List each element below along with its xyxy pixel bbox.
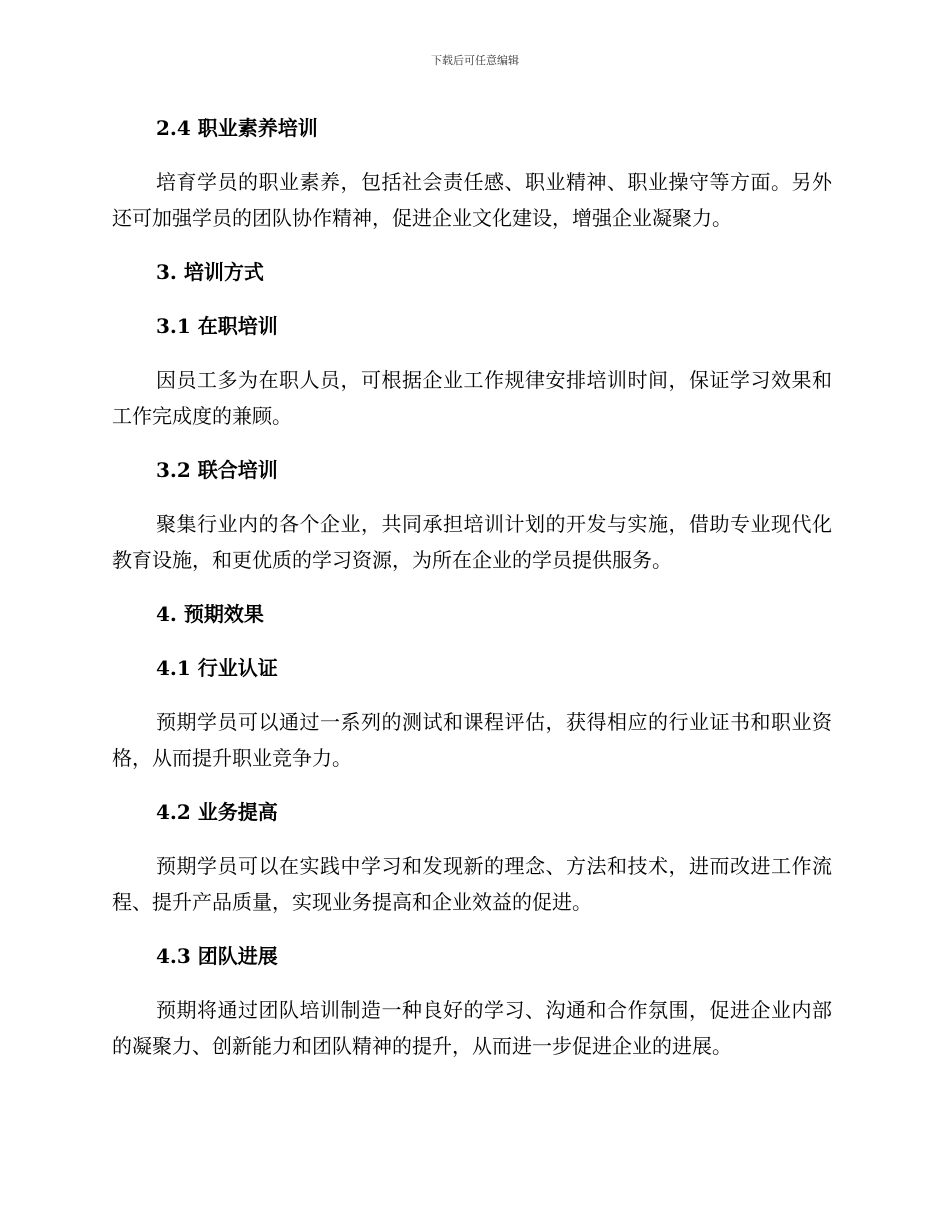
paragraph-4-3: 预期将通过团队培训制造一种良好的学习、沟通和合作氛围，促进企业内部的凝聚力、创新能力和团队精神的提升，从而进一步促进企业的进展。 <box>112 998 832 1058</box>
section-heading-4-1: 4.1 行业认证 <box>156 656 278 680</box>
paragraph-3-1: 因员工多为在职人员，可根据企业工作规律安排培训时间，保证学习效果和工作完成度的兼顾。 <box>112 368 832 428</box>
section-heading-3-1: 3.1 在职培训 <box>156 314 278 338</box>
section-heading-2-4: 2.4 职业素养培训 <box>156 116 318 140</box>
paragraph-3-2: 聚集行业内的各个企业，共同承担培训计划的开发与实施，借助专业现代化教育设施，和更优质的学习资源，为所在企业的学员提供服务。 <box>112 512 832 572</box>
page-header: 下载后可任意编辑 <box>431 54 519 67</box>
section-heading-3-2: 3.2 联合培训 <box>156 458 278 482</box>
section-heading-4: 4. 预期效果 <box>156 602 264 626</box>
paragraph-4-1: 预期学员可以通过一系列的测试和课程评估，获得相应的行业证书和职业资格，从而提升职业竞争力。 <box>112 710 832 770</box>
paragraph-2-4: 培育学员的职业素养，包括社会责任感、职业精神、职业操守等方面。另外还可加强学员的团队协作精神，促进企业文化建设，增强企业凝聚力。 <box>112 170 832 230</box>
document-body <box>112 110 832 1082</box>
section-heading-4-2: 4.2 业务提高 <box>156 800 278 824</box>
section-heading-4-3: 4.3 团队进展 <box>156 944 278 968</box>
section-heading-3: 3. 培训方式 <box>156 260 264 284</box>
paragraph-4-2: 预期学员可以在实践中学习和发现新的理念、方法和技术，进而改进工作流程、提升产品质量，实现业务提高和企业效益的促进。 <box>112 854 832 914</box>
